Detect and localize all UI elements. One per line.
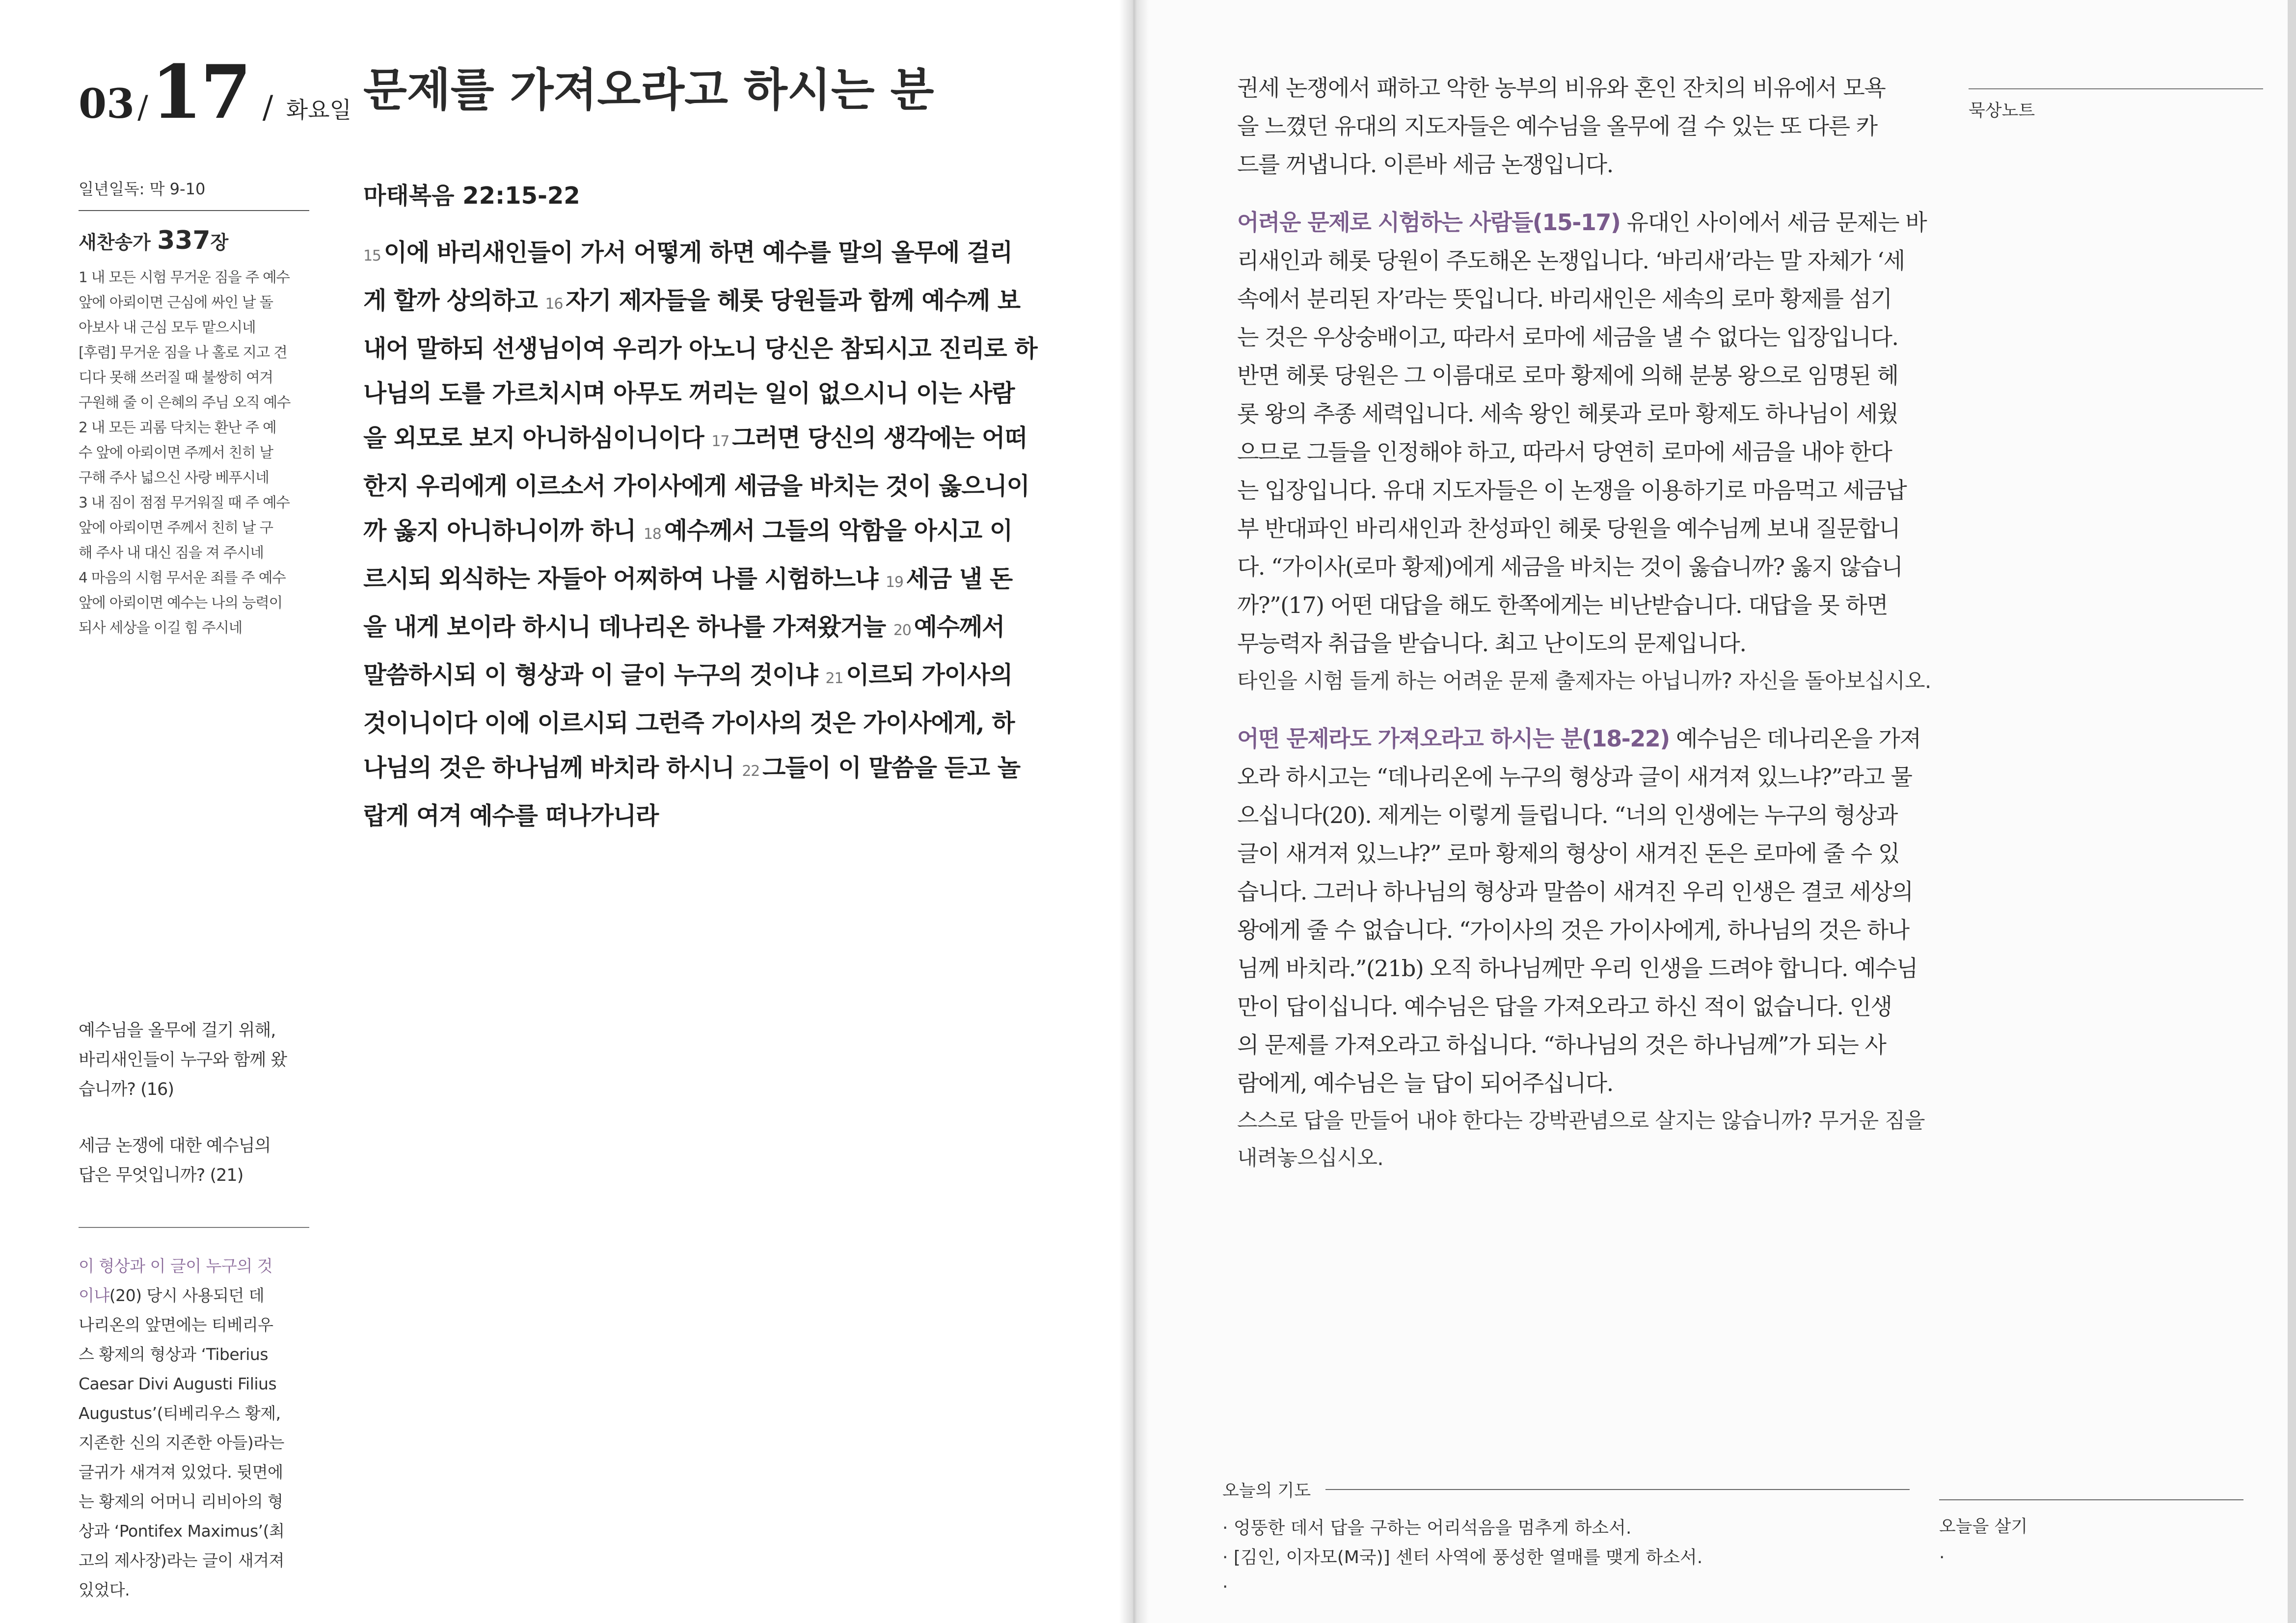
sidebar <box>79 177 309 640</box>
date-header <box>79 49 351 135</box>
prayer-item: · <box>1222 1577 1228 1597</box>
question-2: 세금 논쟁에 대한 예수님의 답은 무엇입니까? (21) <box>79 1136 271 1185</box>
prayer-header <box>1222 1477 1910 1502</box>
scripture-text <box>363 230 1046 838</box>
date-slash: / <box>252 89 283 126</box>
scripture-passage <box>363 177 1046 838</box>
footnote-term: 이 형상과 이 글이 누구의 것 이냐 <box>79 1256 273 1305</box>
verse-text: 세금 낼 돈 을 내게 보이라 하시니 데나리온 하나를 가져왔거늘 <box>363 564 1013 641</box>
section-1-paragraph <box>1237 203 1949 663</box>
question-1: 예수님을 올무에 걸기 위해, 바리새인들이 누구와 함께 왔 습니까? (16) <box>79 1021 287 1099</box>
verse-number: 18 <box>643 526 661 543</box>
date-slash: / <box>137 89 148 126</box>
commentary-section-2 <box>1237 719 1949 1177</box>
book-gutter <box>1119 0 1149 1623</box>
date-weekday: 화요일 <box>286 97 351 123</box>
verse-number: 15 <box>363 247 381 265</box>
meditation-label: 묵상노트 <box>1969 101 2035 121</box>
section-2-reflection: 스스로 답을 만들어 내야 한다는 강박관념으로 살지는 않습니까? 무거운 짐을 내려놓으십시오. <box>1237 1109 1925 1171</box>
footnote <box>79 1251 314 1605</box>
footnote-body: (20) 당시 사용되던 데 나리온의 앞면에는 티베리우 스 황제의 형상과 ‘Tiberius Caesar Divi Augusti Filius Augustus’(티베리우스 황제, 지존한 신의 지존한 아들)라는 글귀가 새겨져 있었다. 뒷면에 는 황제의 어머니 리비아의 형 상과 ‘Pontifex Maximus’(최 고의 제사장)라는 글이 새겨져 있었다. <box>79 1286 285 1599</box>
verse-number: 21 <box>825 670 843 687</box>
prayer-item: · 엉뚱한 데서 답을 구하는 어리석음을 멈추게 하소서. <box>1222 1518 1632 1538</box>
prayer-label: 오늘의 기도 <box>1222 1481 1311 1501</box>
todays-prayer <box>1222 1477 1910 1602</box>
commentary-section-1 <box>1237 203 1949 700</box>
verse-text: 예수께서 말씀하시되 이 형상과 이 글이 누구의 것이냐 <box>363 612 1005 689</box>
prayer-item: · [김인, 이자모(M국)] 센터 사역에 풍성한 열매를 맺게 하소서. <box>1222 1547 1703 1568</box>
verse-text: 이에 바리새인들이 가서 어떻게 하면 예수를 말의 올무에 걸리 게 할까 상의하고 <box>363 238 1013 315</box>
verse-text: 이르되 가이사의 것이니이다 이에 이르시되 그런즉 가이사의 것은 가이사에게, 하 나님의 것은 하나님께 바치라 하시니 <box>363 661 1015 782</box>
scripture-reference: 마태복음 22:15-22 <box>363 182 580 210</box>
verse-number: 16 <box>545 295 563 313</box>
hymn-title <box>79 226 309 255</box>
verse-number: 19 <box>885 574 903 591</box>
page-title: 문제를 가져오라고 하시는 분 <box>363 64 934 116</box>
section-1-reflection: 타인을 시험 들게 하는 어려운 문제 출제자는 아닙니까? 자신을 돌아보십시오. <box>1237 669 1931 693</box>
date-month: 03 <box>79 80 135 128</box>
verse-text: 예수께서 그들의 악함을 아시고 이 르시되 외식하는 자들아 어찌하여 나를 시험하느냐 <box>363 516 1013 593</box>
verse-text: 그러면 당신의 생각에는 어떠 한지 우리에게 이르소서 가이사에게 세금을 바치는 것이 옳으니이 까 옳지 아니하니이까 하니 <box>363 424 1029 545</box>
verse-number: 22 <box>742 763 760 780</box>
verse-text: 자기 제자들을 헤롯 당원들과 함께 예수께 보 내어 말하되 선생님이여 우리가 아노니 당신은 참되시고 진리로 하 나님의 도를 가르치시며 아무도 꺼리는 일이 없으시니 이는 사람 을 외모로 보지 아니하심이니이다 <box>363 286 1037 452</box>
prayer-rule <box>1325 1489 1910 1490</box>
note-divider <box>79 1227 309 1228</box>
verse-number: 20 <box>893 622 911 639</box>
section-1-heading: 어려운 문제로 시험하는 사람들(15-17) <box>1237 209 1621 236</box>
section-1-body: 유대인 사이에서 세금 문제는 바 리새인과 헤롯 당원이 주도해온 논쟁입니다. ‘바리새’라는 말 자체가 ‘세 속에서 분리된 자’라는 뜻입니다. 바리새인은 세속의 로마 황제를 섬기 는 것은 우상숭배이고, 따라서 로마에 세금을 낼 수 없다는 입장입니다. 반면 헤롯 당원은 그 이름대로 로마 황제에 의해 분봉 왕으로 임명된 헤 롯 왕의 추종 세력입니다. 세속 왕인 헤롯과 로마 황제도 하나님이 세웠 으므로 그들을 인정해야 하고, 따라서 당연히 로마에 세금을 내야 한다 는 입장입니다. 유대 지도자들은 이 논쟁을 이용하기로 마음먹고 세금납 부 반대파인 바리새인과 찬성파인 헤롯 당원을 예수님께 보내 질문합니 다. “가이사(로마 황제)에게 세금을 바치는 것이 옳습니까? 옳지 않습니 까?”(17) 어떤 대답을 해도 한쪽에게는 비난받습니다. 대답을 못 하면 무능력자 취급을 받습니다. 최고 난이도의 문제입니다. <box>1237 209 1927 657</box>
commentary <box>1237 69 1949 1177</box>
prayer-list <box>1222 1514 1910 1602</box>
date-day: 17 <box>151 49 250 135</box>
meditation-note <box>1969 88 2263 122</box>
hymn-prefix: 새찬송가 <box>79 232 158 253</box>
hymn-number: 337 <box>157 226 211 255</box>
section-2-heading: 어떤 문제라도 가져오라고 하시는 분(18-22) <box>1237 725 1670 752</box>
hymn-lyrics: 1 내 모든 시험 무거운 짐을 주 예수 앞에 아뢰이면 근심에 싸인 날 돌 아보사 내 근심 모두 맡으시네 [후렴] 무거운 짐을 나 홀로 지고 견 디다 못해 쓰러질 때 불쌍히 여겨 구원해 줄 이 은혜의 주님 오직 예수 2 내 모든 괴롬 닥치는 환난 주 예 수 앞에 아뢰이면 주께서 친히 날 구해 주사 넓으신 사랑 베푸시네 3 내 짐이 점점 무거워질 때 주 예수 앞에 아뢰이면 주께서 친히 날 구 해 주사 내 대신 짐을 져 주시네 4 마음의 시험 무서운 죄를 주 예수 앞에 아뢰이면 예수는 나의 능력이 되사 세상을 이길 힘 주시네 <box>79 269 291 636</box>
verse-number: 17 <box>711 433 729 450</box>
hymn-suffix: 장 <box>210 232 229 253</box>
meditation-rule <box>1969 88 2263 89</box>
section-2-body: 예수님은 데나리온을 가져 오라 하시고는 “데나리온에 누구의 형상과 글이 새겨져 있느냐?”라고 물 으십니다(20). 제게는 이렇게 들립니다. “너의 인생에는 누구의 형상과 글이 새겨져 있느냐?” 로마 황제의 형상이 새겨진 돈은 로마에 줄 수 있 습니다. 그러나 하나님의 형상과 말씀이 새겨진 우리 인생은 결코 세상의 왕에게 줄 수 없습니다. “가이사의 것은 가이사에게, 하나님의 것은 하나 님께 바치라.”(21b) 오직 하나님께만 우리 인생을 드려야 합니다. 예수님 만이 답이십니다. 예수님은 답을 가져오라고 하신 적이 없습니다. 인생 의 문제를 가져오라고 하십니다. “하나님의 것은 하나님께”가 되는 사 람에게, 예수님은 늘 답이 되어주십니다. <box>1237 725 1921 1096</box>
verse-text: 그들이 이 말씀을 듣고 놀 랍게 여겨 예수를 떠나가니라 <box>363 753 1020 830</box>
living-label: 오늘을 살기 <box>1939 1517 2028 1537</box>
todays-living <box>1939 1499 2243 1568</box>
commentary-intro: 권세 논쟁에서 패하고 악한 농부의 비유와 혼인 잔치의 비유에서 모욕 을 느꼈던 유대의 지도자들은 예수님을 올무에 걸 수 있는 또 다른 카 드를 꺼냅니다. 이른바 세금 논쟁입니다. <box>1237 75 1886 178</box>
study-questions <box>79 1016 314 1190</box>
yearly-reading: 일년일독: 막 9-10 <box>79 177 309 211</box>
living-rule <box>1939 1499 2243 1500</box>
section-2-paragraph <box>1237 719 1949 1102</box>
living-bullet: · <box>1939 1547 1945 1568</box>
page-edge <box>2288 0 2296 1623</box>
